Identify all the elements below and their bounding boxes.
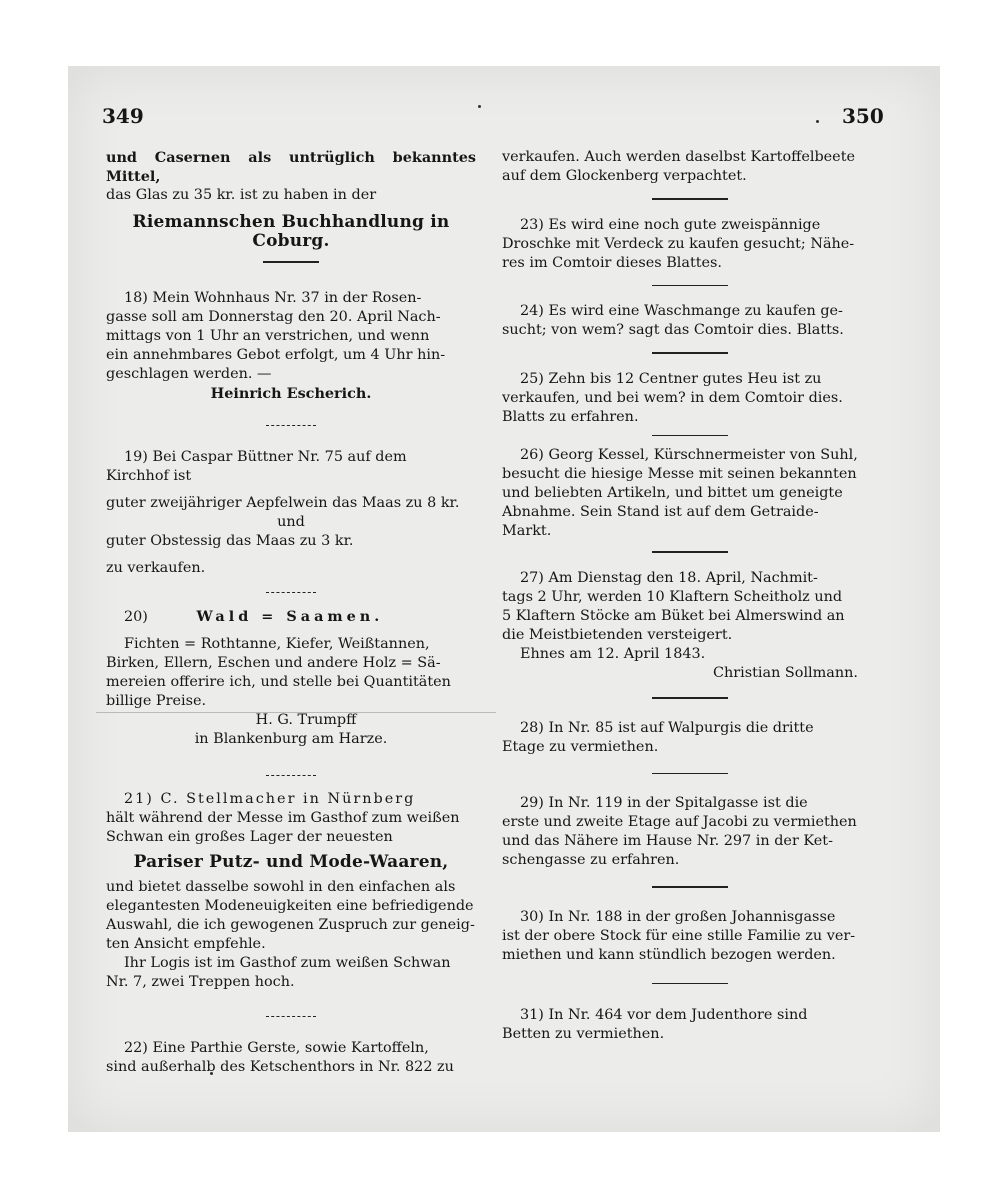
separator-rule <box>266 425 316 426</box>
ad-line: Fichten = Rothtanne, Kiefer, Weißtannen, <box>124 635 430 652</box>
ad-31 <box>502 1006 878 1044</box>
ad-signature: H. G. Trumpff <box>255 711 357 728</box>
ad-line: die Meistbietenden versteigert. <box>502 626 733 643</box>
ad-line: res im Comtoir dieses Blattes. <box>502 254 722 271</box>
ad-line: hält während der Messe im Gasthof zum weißen <box>106 809 460 826</box>
ad-24 <box>502 302 878 340</box>
separator-rule <box>652 435 728 437</box>
ad-line: 24) Es wird eine Waschmange zu kaufen ge- <box>520 303 843 320</box>
ad-signature: Christian Sollmann. <box>712 664 858 681</box>
ad-29 <box>502 794 878 870</box>
ad-line: ist der obere Stock für eine stille Familie zu ver- <box>502 927 856 944</box>
ad-line: billige Preise. <box>106 692 207 709</box>
ad-line: 5 Klaftern Stöcke am Büket bei Almerswind an <box>502 607 845 624</box>
ad-line: 29) In Nr. 119 in der Spitalgasse ist die <box>520 795 808 812</box>
ad-line: Droschke mit Verdeck zu kaufen gesucht; Nähe- <box>502 235 855 252</box>
ad-title: Pariser Putz- und Mode-Waaren, <box>133 851 449 872</box>
ad-line: mittags von 1 Uhr an verstrichen, und wenn <box>106 327 430 344</box>
ad-25 <box>502 370 878 427</box>
ad-line: ein annehmbares Gebot erfolgt, um 4 Uhr hin- <box>106 346 446 363</box>
ad-line: miethen und kann stündlich bezogen werden. <box>502 946 836 963</box>
ad-line: besucht die hiesige Messe mit seinen bekannten <box>502 466 857 483</box>
right-column <box>502 148 878 1044</box>
ad-line: 28) In Nr. 85 ist auf Walpurgis die dritte <box>520 719 814 736</box>
ad-line: 18) Mein Wohnhaus Nr. 37 in der Rosen- <box>124 289 422 306</box>
ad-21 <box>106 790 476 992</box>
ad-line: geschlagen werden. — <box>106 365 272 382</box>
ad-signature: in Blankenburg am Harze. <box>194 730 388 747</box>
ad-line: Etage zu vermiethen. <box>502 738 659 755</box>
ad-line: Blatts zu erfahren. <box>502 408 639 425</box>
ad-28 <box>502 719 878 757</box>
ad-line: Markt. <box>502 523 552 540</box>
ad-23 <box>502 216 878 273</box>
ad-line: ten Ansicht empfehle. <box>106 935 266 952</box>
ad-line: 31) In Nr. 464 vor dem Judenthore sind <box>520 1007 808 1024</box>
intro-line: und Casernen als untrüglich bekanntes Mittel, <box>106 149 476 185</box>
ad-30 <box>502 908 878 965</box>
ad-line: elegantesten Modeneuigkeiten eine befriedigende <box>106 897 474 914</box>
ad-line: 25) Zehn bis 12 Centner gutes Heu ist zu <box>520 370 822 387</box>
separator-rule <box>652 352 728 354</box>
ad-line: tags 2 Uhr, werden 10 Klaftern Scheitholz und <box>502 588 843 605</box>
page-number-right: 350 <box>842 104 884 128</box>
ad-title: Wald = Saamen. <box>196 607 384 625</box>
ad-line: Abnahme. Sein Stand ist auf dem Getraide- <box>502 504 819 521</box>
ad-19 <box>106 448 476 578</box>
ad-line: erste und zweite Etage auf Jacobi zu vermiethen <box>502 814 857 831</box>
ad-line: 26) Georg Kessel, Kürschnermeister von Suhl, <box>520 447 858 464</box>
ad-line: Kirchhof ist <box>106 467 192 484</box>
separator-rule <box>652 983 728 985</box>
ad-line: 30) In Nr. 188 in der großen Johannisgasse <box>520 908 836 925</box>
ad-line: 22) Eine Parthie Gerste, sowie Kartoffeln, <box>124 1039 429 1056</box>
ad-line: verkaufen. Auch werden daselbst Kartoffelbeete <box>502 149 855 165</box>
left-column <box>106 148 476 1077</box>
ad-line: sucht; von wem? sagt das Comtoir dies. Blatts. <box>502 322 844 339</box>
ink-speck <box>816 120 819 123</box>
separator-rule <box>266 1016 316 1017</box>
ad-line: und das Nähere im Hause Nr. 297 in der Ket- <box>502 833 833 850</box>
ad-number: 20) <box>124 608 148 625</box>
ad-place-date: Ehnes am 12. April 1843. <box>520 645 706 662</box>
page-number-left: 349 <box>102 104 144 128</box>
ad-item: guter Obstessig das Maas zu 3 kr. <box>106 532 354 549</box>
ad-line: schengasse zu erfahren. <box>502 852 680 869</box>
ad-line: zu verkaufen. <box>106 559 206 576</box>
shop-name: Riemannschen Buchhandlung in Coburg. <box>132 212 450 251</box>
ad-line: und bietet dasselbe sowohl in den einfachen als <box>106 878 456 895</box>
separator-rule <box>652 198 728 200</box>
ad-line: auf dem Glockenberg verpachtet. <box>502 168 747 184</box>
ad-line: mereien offerire ich, und stelle bei Quantitäten <box>106 673 451 690</box>
ad-22 <box>106 1039 476 1077</box>
ad-line: 23) Es wird eine noch gute zweispännige <box>520 216 821 233</box>
ad-26 <box>502 446 878 541</box>
ad-line: Nr. 7, zwei Treppen hoch. <box>106 973 295 990</box>
ad-line: und beliebten Artikeln, und bittet um geneigte <box>502 485 843 502</box>
separator-rule <box>652 285 728 287</box>
ad-and: und <box>277 513 305 530</box>
ad-signature: Heinrich Escherich. <box>210 384 372 402</box>
separator-rule <box>266 775 316 776</box>
intro-line: das Glas zu 35 kr. ist zu haben in der <box>106 187 377 203</box>
ad-18 <box>106 289 476 403</box>
ad-line: 27) Am Dienstag den 18. April, Nachmit- <box>520 569 818 586</box>
ad-line: 19) Bei Caspar Büttner Nr. 75 auf dem <box>124 448 407 465</box>
separator-rule <box>652 551 728 553</box>
separator-rule <box>263 261 319 263</box>
ad-20 <box>106 607 476 749</box>
separator-rule <box>652 886 728 888</box>
separator-rule <box>652 773 728 775</box>
ad-line: verkaufen, und bei wem? in dem Comtoir dies. <box>502 389 843 406</box>
separator-rule <box>266 592 316 593</box>
ad-line: Schwan ein großes Lager der neuesten <box>106 828 393 845</box>
ad-27 <box>502 569 878 683</box>
ad-line: Auswahl, die ich gewogenen Zuspruch zur geneig- <box>106 916 475 933</box>
ad-item: guter zweijähriger Aepfelwein das Maas zu 8 kr. <box>106 494 460 511</box>
ad-line: Betten zu vermiethen. <box>502 1026 665 1043</box>
ad-line: sind außerhalb des Ketschenthors in Nr. 822 zu <box>106 1058 454 1075</box>
ad-heading: 21) C. Stellmacher in Nürnberg <box>124 790 416 807</box>
separator-rule <box>652 697 728 699</box>
ad-line: Birken, Ellern, Eschen und andere Holz = Sä- <box>106 654 441 671</box>
ad-line: gasse soll am Donnerstag den 20. April Nach- <box>106 308 441 325</box>
ink-speck <box>478 105 481 108</box>
ad-line: Ihr Logis ist im Gasthof zum weißen Schwan <box>124 954 451 971</box>
